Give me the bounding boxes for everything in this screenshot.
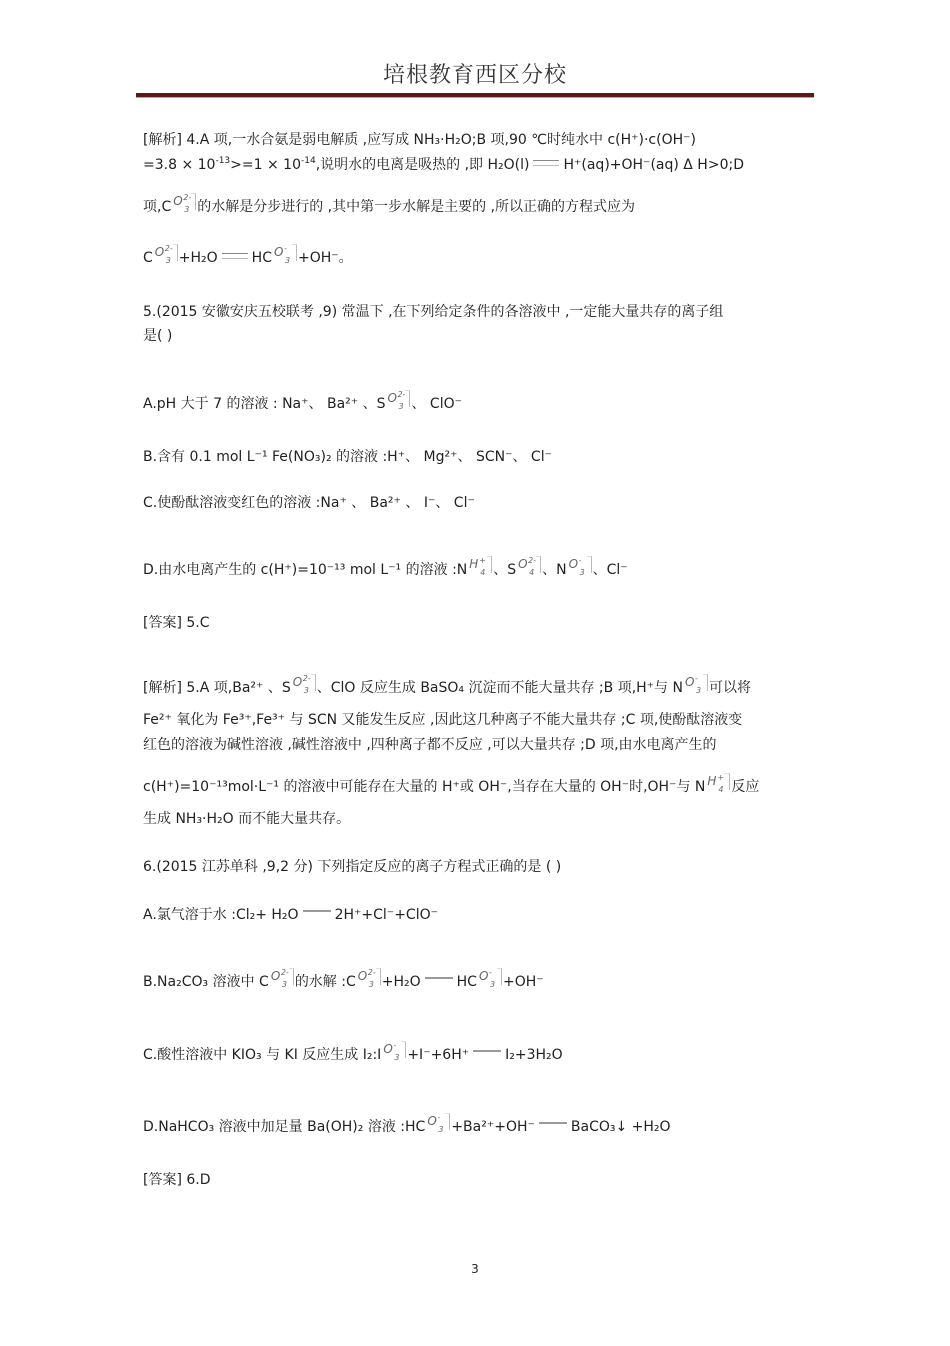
explanation-5-line-2: Fe²⁺ 氧化为 Fe³⁺,Fe³⁺ 与 SCN 又能发生反应 ,因此这几种离子不能大量共存 ;C 项,使酚酞溶液变 — [143, 712, 743, 728]
bicarbonate-ion-icon: O - 3 — [272, 246, 298, 264]
sulfate-ion-icon: O 2- 4 — [516, 558, 542, 576]
ammonium-ion-icon: H + 4 — [705, 775, 731, 793]
equals-bar-icon — [539, 1122, 567, 1127]
page-header-title: 培根教育西区分校 — [382, 63, 567, 88]
header-rule — [136, 93, 814, 98]
question-5-stem: 5.(2015 安徽安庆五校联考 ,9) 常温下 ,在下列给定条件的各溶液中 ,一定能大量共存的离子组 — [143, 304, 724, 320]
equals-bar-icon — [473, 1050, 501, 1055]
question-5-option-d: D.由水电离产生的 c(H⁺)=10⁻¹³ mol L⁻¹ 的溶液 :N H + 4 、S O 2- 4 、N O - 3 、Cl⁻ — [143, 556, 628, 578]
page-number: 3 — [471, 1262, 479, 1276]
equilibrium-arrow-icon — [222, 253, 248, 259]
question-6-option-a: A.氯气溶于水 :Cl₂+ H₂O 2H⁺+Cl⁻+ClO⁻ — [143, 907, 438, 923]
question-6-stem: 6.(2015 江苏单科 ,9,2 分) 下列指定反应的离子方程式正确的是 ( ) — [143, 859, 562, 875]
bicarbonate-ion-icon: O - 3 — [477, 970, 503, 988]
sulfite-ion-icon: O 2- 3 — [291, 676, 317, 694]
nitrate-ion-icon: O - 3 — [567, 558, 593, 576]
explanation-5-line-3: 红色的溶液为碱性溶液 ,碱性溶液中 ,四种离子都不反应 ,可以大量共存 ;D 项,由水电离产生的 — [143, 737, 717, 753]
question-6-option-d: D.NaHCO₃ 溶液中加足量 Ba(OH)₂ 溶液 :HC O - 3 +Ba²⁺+OH⁻ BaCO₃↓ +H₂O — [143, 1113, 671, 1135]
ammonium-ion-icon: H + 4 — [467, 558, 493, 576]
carbonate-ion-icon: O 2- 3 — [153, 246, 179, 264]
answer-5: [答案] 5.C — [143, 615, 210, 631]
answer-6: [答案] 6.D — [143, 1172, 211, 1188]
explanation-5-line-5: 生成 NH₃·H₂O 而不能大量共存。 — [143, 811, 351, 827]
question-5-option-b: B.含有 0.1 mol L⁻¹ Fe(NO₃)₂ 的溶液 :H⁺、 Mg²⁺、 SCN⁻、 Cl⁻ — [143, 449, 552, 465]
equals-bar-icon — [425, 977, 453, 982]
nitrate-ion-icon: O - 3 — [683, 676, 709, 694]
explanation-4-line-2: $=3.8 \times 10^{-13}>=1 \times 10^{-14}$,说明水的电离是吸热的 ,即 H₂O(l) H⁺(aq)+OH⁻(aq) Δ H>0;D — [143, 156, 744, 173]
explanation-5-line-1: [解析] 5.A 项,Ba²⁺ 、S O 2- 3 、ClO 反应生成 BaSO₄ 沉淀而不能大量共存 ;B 项,H⁺与 N O - 3 可以将 — [143, 674, 751, 696]
question-5-option-a: A.pH 大于 7 的溶液 : Na⁺、 Ba²⁺ 、S O 2- 3 、 ClO⁻ — [143, 390, 463, 412]
equals-bar-icon — [303, 910, 331, 915]
equilibrium-arrow-icon — [533, 160, 559, 166]
question-6-option-c: C.酸性溶液中 KIO₃ 与 KI 反应生成 I₂:I O - 3 +I⁻+6H⁺ I₂+3H₂O — [143, 1041, 563, 1063]
explanation-5-line-4: c(H⁺)=10⁻¹³mol·L⁻¹ 的溶液中可能存在大量的 H⁺或 OH⁻,当存在大量的 OH⁻时,OH⁻与 N H + 4 反应 — [143, 773, 760, 795]
carbonate-ion-icon: O 2- 3 — [171, 195, 197, 213]
sulfite-ion-icon: O 2- 3 — [385, 392, 411, 410]
question-5-stem-cont: 是( ) — [143, 328, 173, 344]
question-5-option-c: C.使酚酞溶液变红色的溶液 :Na⁺ 、 Ba²⁺ 、 I⁻、 Cl⁻ — [143, 495, 475, 511]
carbonate-ion-icon: O 2- 3 — [269, 970, 295, 988]
bicarbonate-ion-icon: O - 3 — [425, 1115, 451, 1133]
explanation-4-equation: C O 2- 3 +H₂O HC O - 3 +OH⁻。 — [143, 244, 353, 266]
question-6-option-b: B.Na₂CO₃ 溶液中 C O 2- 3 的水解 :C O 2- 3 +H₂O HC O - 3 +OH⁻ — [143, 968, 544, 990]
explanation-4-line-1: [解析] 4.A 项,一水合氨是弱电解质 ,应写成 NH₃·H₂O;B 项,90 ℃时纯水中 c(H⁺)·c(OH⁻) — [143, 132, 696, 148]
explanation-4-line-3: 项,C O 2- 3 的水解是分步进行的 ,其中第一步水解是主要的 ,所以正确的方程式应为 — [143, 193, 636, 215]
carbonate-ion-icon: O 2- 3 — [356, 970, 382, 988]
iodate-ion-icon: O - 3 — [381, 1043, 407, 1061]
